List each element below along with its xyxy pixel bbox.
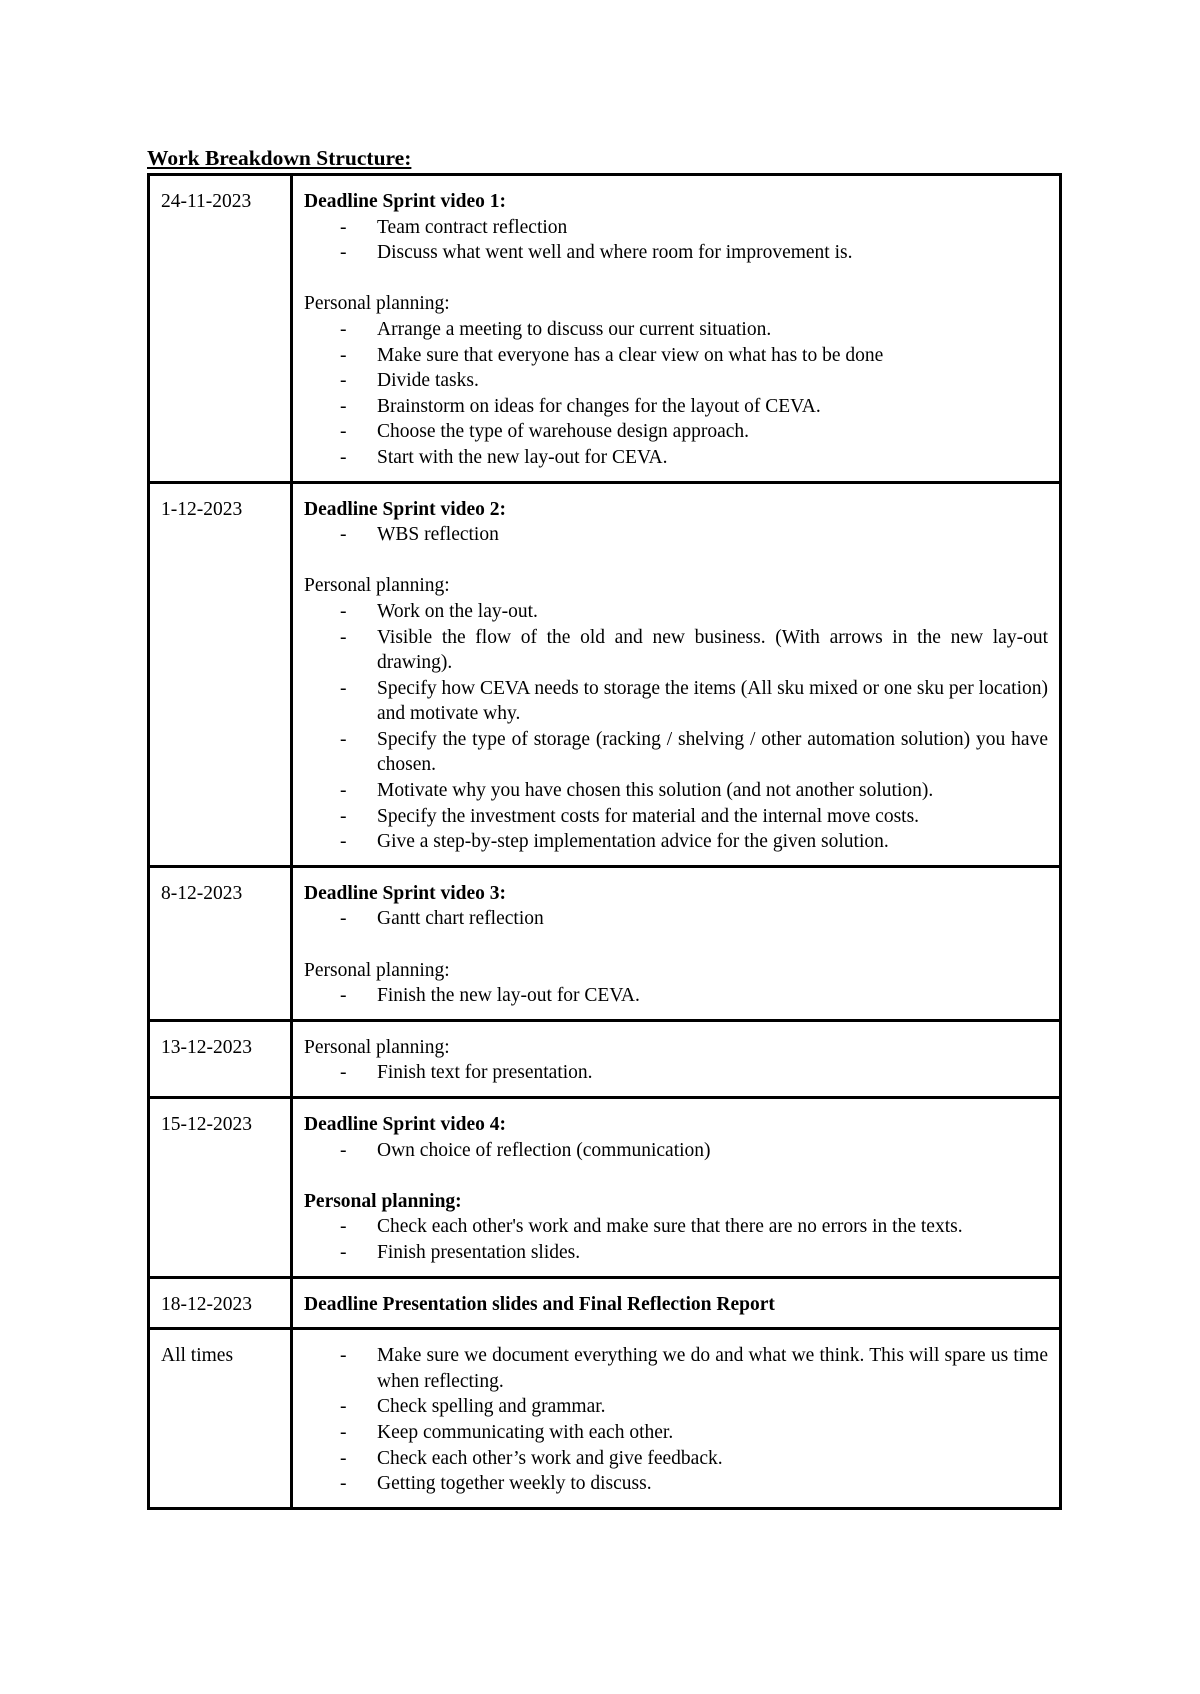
planning-label: Personal planning: xyxy=(304,959,450,981)
list-item: - Specify the investment costs for material and the internal move costs. xyxy=(304,804,1048,830)
list-item: - Motivate why you have chosen this solution (and not another solution). xyxy=(304,778,1048,804)
date-cell: 1-12-2023 xyxy=(149,482,292,866)
deadline-list xyxy=(304,522,1048,548)
planning-list xyxy=(304,1214,1048,1265)
content-cell xyxy=(292,482,1061,866)
list-item: - Check each other's work and make sure that there are no errors in the texts. xyxy=(304,1214,1048,1240)
deadline-list xyxy=(304,906,1048,932)
planning-list xyxy=(304,599,1048,855)
deadline-heading: Deadline Sprint video 1: xyxy=(304,191,507,212)
planning-list xyxy=(304,983,1048,1009)
table-row xyxy=(149,1329,1061,1509)
planning-list xyxy=(304,317,1048,471)
list-item: - Finish text for presentation. xyxy=(304,1060,1048,1086)
date-cell: 15-12-2023 xyxy=(149,1098,292,1278)
planning-label: Personal planning: xyxy=(304,575,450,597)
content-cell xyxy=(292,866,1061,1020)
list-item: - Arrange a meeting to discuss our current situation. xyxy=(304,317,1048,343)
content-cell xyxy=(292,1277,1061,1329)
content-cell xyxy=(292,175,1061,483)
planning-label: Personal planning: xyxy=(304,293,450,315)
list-item: - Visible the flow of the old and new business. (With arrows in the new lay-out drawing). xyxy=(304,625,1048,676)
list-item: - Own choice of reflection (communication) xyxy=(304,1138,1048,1164)
list-item: - Finish presentation slides. xyxy=(304,1240,1048,1266)
deadline-heading: Deadline Sprint video 3: xyxy=(304,882,507,904)
deadline-heading: Deadline Sprint video 2: xyxy=(304,498,507,520)
planning-label: Personal planning: xyxy=(304,1190,462,1212)
list-item: - Make sure we document everything we do and what we think. This will spare us time when reflecting. xyxy=(304,1343,1048,1394)
list-item: - Specify the type of storage (racking / shelving / other automation solution) you have chosen. xyxy=(304,727,1048,778)
list-item: - Specify how CEVA needs to storage the items (All sku mixed or one sku per location) and motivate why. xyxy=(304,676,1048,727)
table-row xyxy=(149,866,1061,1020)
date-cell: All times xyxy=(149,1329,292,1509)
deadline-list xyxy=(304,215,1048,266)
deadline-heading: Deadline Sprint video 4: xyxy=(304,1114,507,1135)
deadline-list xyxy=(304,1138,1048,1164)
list-item: - Team contract reflection xyxy=(304,215,1048,241)
list-item: - Check spelling and grammar. xyxy=(304,1394,1048,1420)
list-item: - Brainstorm on ideas for changes for the layout of CEVA. xyxy=(304,394,1048,420)
content-cell xyxy=(292,1098,1061,1278)
list-item: - Make sure that everyone has a clear view on what has to be done xyxy=(304,343,1048,369)
table-row xyxy=(149,482,1061,866)
date-cell: 8-12-2023 xyxy=(149,866,292,1020)
general-list xyxy=(304,1343,1048,1497)
content-cell xyxy=(292,1329,1061,1509)
planning-label: Personal planning: xyxy=(304,1036,450,1058)
date-cell: 13-12-2023 xyxy=(149,1020,292,1097)
list-item: - Start with the new lay-out for CEVA. xyxy=(304,445,1048,471)
list-item: - Getting together weekly to discuss. xyxy=(304,1471,1048,1497)
list-item: - Gantt chart reflection xyxy=(304,906,1048,932)
list-item: - Give a step-by-step implementation advice for the given solution. xyxy=(304,829,1048,855)
list-item: - Keep communicating with each other. xyxy=(304,1420,1048,1446)
wbs-table xyxy=(147,173,1062,1510)
table-row xyxy=(149,1098,1061,1278)
content-cell xyxy=(292,1020,1061,1097)
table-row xyxy=(149,1020,1061,1097)
list-item: - WBS reflection xyxy=(304,522,1048,548)
table-row xyxy=(149,1277,1061,1329)
deadline-heading: Deadline Presentation slides and Final Reflection Report xyxy=(304,1293,775,1315)
list-item: - Finish the new lay-out for CEVA. xyxy=(304,983,1048,1009)
list-item: - Work on the lay-out. xyxy=(304,599,1048,625)
list-item: - Check each other’s work and give feedback. xyxy=(304,1446,1048,1472)
document-title: Work Breakdown Structure: xyxy=(147,146,412,170)
list-item: - Divide tasks. xyxy=(304,368,1048,394)
list-item: - Discuss what went well and where room for improvement is. xyxy=(304,240,1048,266)
table-row xyxy=(149,175,1061,483)
planning-list xyxy=(304,1060,1048,1086)
date-cell: 18-12-2023 xyxy=(149,1277,292,1329)
date-cell: 24-11-2023 xyxy=(149,175,292,483)
list-item: - Choose the type of warehouse design approach. xyxy=(304,419,1048,445)
